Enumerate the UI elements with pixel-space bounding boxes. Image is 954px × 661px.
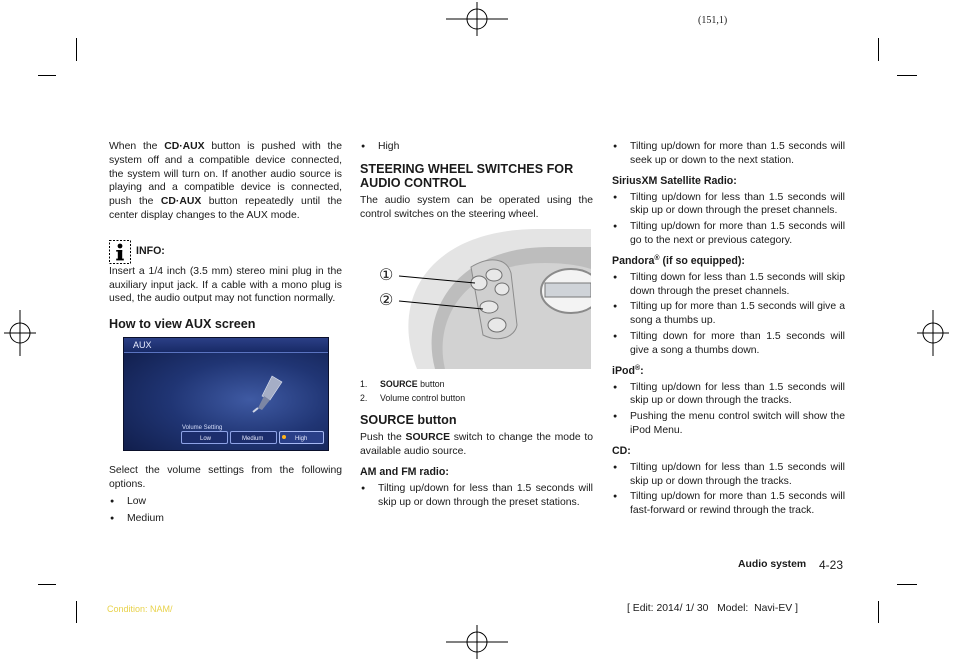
- footer-page-number: 4-23: [819, 558, 844, 572]
- info-label: INFO:: [136, 245, 165, 258]
- info-icon: [109, 240, 131, 264]
- steering-wheel-illustration: [379, 229, 591, 369]
- caption-item: 1. SOURCE button: [360, 379, 445, 390]
- list-item: ● Tilting up/down for less than 1.5 seconds will skip up or down through the preset channels.: [612, 191, 845, 219]
- list-item: ● Pushing the menu control switch will show the iPod Menu.: [612, 410, 845, 438]
- source-button-text: Push the SOURCE switch to change the mode to available audio source.: [360, 432, 593, 458]
- caption-item: 2. Volume control button: [360, 393, 466, 404]
- siriusxm-heading: SiriusXM Satellite Radio:: [612, 174, 737, 187]
- footer-edit-info: [ Edit: 2014/ 1/ 30 Model: Navi-EV ]: [627, 603, 798, 614]
- aux-intro-paragraph: When the CD·AUX button is pushed with the system off and a compatible device connected, the system will turn on. If another audio source is playing and a compatible device is connected, push the CD·AUX button repeatedly until the center display changes to the AUX mode.: [109, 141, 342, 221]
- column-2: [360, 140, 593, 510]
- callout-1-icon: ①: [379, 267, 394, 285]
- callout-2-icon: ②: [379, 292, 394, 310]
- steering-intro-text: The audio system can be operated using the control switches on the steering wheel.: [360, 194, 593, 220]
- aux-screen-title: AUX: [133, 340, 152, 351]
- select-volume-text: Select the volume settings from the following options.: [109, 465, 342, 490]
- info-text: Insert a 1/4 inch (3.5 mm) stereo mini plug in the auxiliary input jack. If a cable with a mono plug is used, the audio output may not function normally.: [109, 265, 342, 305]
- steering-switches-heading: STEERING WHEEL SWITCHES FOR AUDIO CONTROL: [360, 161, 574, 190]
- list-item: ● Tilting up/down for more than 1.5 seconds will go to the next or previous category.: [612, 220, 845, 248]
- column-1: [109, 140, 342, 525]
- steering-wheel-graphic: [379, 229, 591, 369]
- aux-screen-titlebar: [124, 338, 328, 353]
- list-item: ● Medium: [109, 512, 342, 526]
- volume-option-low-label: Low: [200, 436, 212, 443]
- am-fm-heading: AM and FM radio:: [360, 465, 449, 478]
- column-3: [612, 140, 845, 518]
- volume-option-medium-label: Medium: [242, 436, 264, 443]
- list-item: ● Tilting up/down for less than 1.5 seconds will skip up or down through the tracks.: [612, 381, 845, 409]
- registration-mark-right: [917, 310, 949, 356]
- aux-screen-image: [123, 337, 329, 451]
- volume-option-high-label: High: [295, 436, 308, 443]
- aux-screen-heading: How to view AUX screen: [109, 317, 256, 332]
- audio-plug-icon: [250, 370, 290, 414]
- page-reference: (151,1): [698, 15, 728, 26]
- list-item: ● Low: [109, 495, 342, 509]
- list-item: ● Tilting up for more than 1.5 seconds will give a song a thumbs up.: [612, 300, 845, 328]
- caption-list: [360, 377, 593, 405]
- list-item: ● Tilting up/down for more than 1.5 seconds will seek up or down to the next station.: [612, 140, 845, 168]
- list-item: ● Tilting up/down for less than 1.5 seconds will skip up or down through the tracks.: [612, 461, 845, 489]
- footer-condition: Condition: NAM/: [107, 604, 173, 614]
- pandora-heading: Pandora® (if so equipped):: [612, 254, 745, 267]
- cd-heading: CD:: [612, 444, 631, 457]
- registration-mark-top: [446, 2, 508, 36]
- volume-setting-label: Volume Setting: [182, 425, 223, 432]
- registration-mark-left: [4, 310, 36, 356]
- ipod-heading: iPod®:: [612, 364, 644, 377]
- list-item: ● Tilting up/down for more than 1.5 seconds will fast-forward or rewind through the track.: [612, 490, 845, 518]
- footer-section-name: Audio system: [738, 559, 807, 570]
- list-item: ● High: [360, 140, 593, 154]
- source-button-heading: SOURCE button: [360, 413, 457, 428]
- list-item: ● Tilting down for less than 1.5 seconds will skip down through the preset channels.: [612, 271, 845, 299]
- list-item: ● Tilting down for more than 1.5 seconds will give a song a thumbs down.: [612, 330, 845, 358]
- registration-mark-bottom: [446, 625, 508, 659]
- info-heading: [109, 241, 342, 263]
- list-item: ● Tilting up/down for less than 1.5 seconds will skip up or down through the preset stations.: [360, 482, 593, 510]
